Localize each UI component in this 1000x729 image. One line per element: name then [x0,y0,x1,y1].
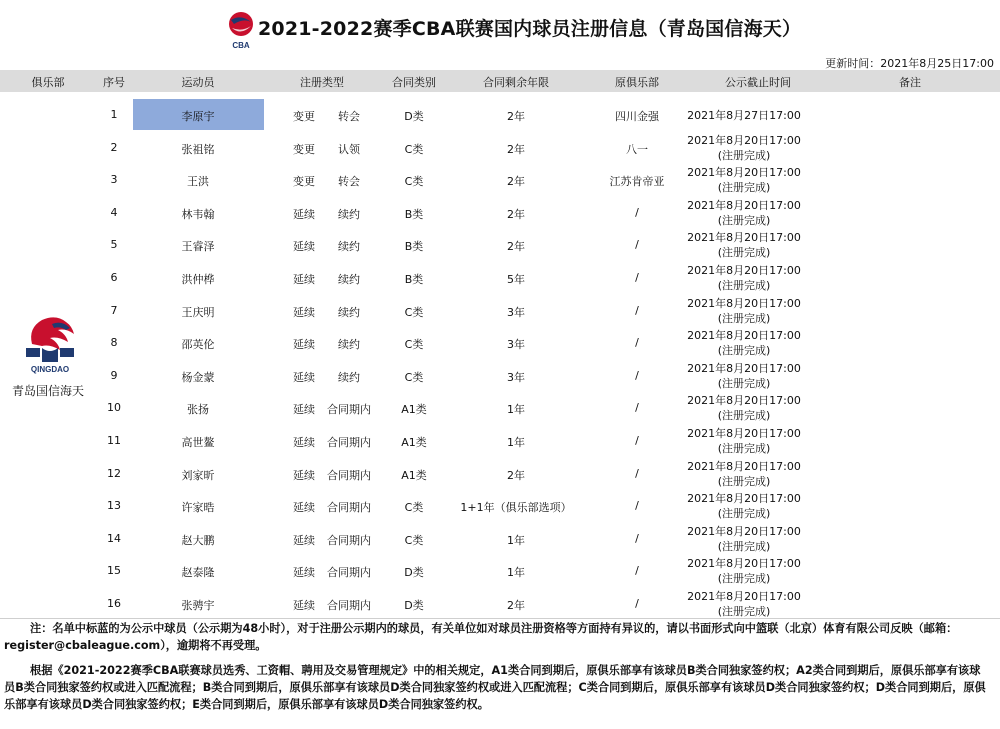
table-row [0,164,1000,196]
deadline-time: 2021年8月20日17:00 [687,557,801,571]
deadline-status: (注册完成) [717,507,771,521]
cell-contract: C类 [404,305,424,319]
cell-orig-club: / [635,564,639,578]
cell-reg-subtype: 续约 [338,207,360,221]
cell-player: 林韦翰 [181,207,215,221]
cell-player: 高世鳌 [181,436,215,449]
cell-contract: B类 [404,240,424,254]
cell-years: 3年 [507,305,525,319]
col-no: 序号 [103,76,125,89]
cell-reg-type: 延续 [293,468,315,482]
cell-player: 王庆明 [181,305,215,319]
table-row [0,360,1000,392]
cell-reg-subtype: 转会 [338,110,360,123]
cell-years: 3年 [507,338,525,352]
cell-reg-type: 延续 [293,207,315,221]
cell-reg-type: 延续 [293,501,315,515]
cell-player: 邵英伦 [181,338,215,352]
cell-contract: C类 [404,370,424,384]
cell-player: 王洪 [187,175,209,189]
cell-years: 1年 [507,436,525,449]
cell-deadline [687,108,801,123]
cell-player: 赵泰隆 [181,566,215,580]
deadline-status: (注册完成) [717,344,771,358]
cba-logo-icon [226,10,256,50]
deadline-time: 2021年8月20日17:00 [687,264,801,277]
cell-contract: C类 [404,338,424,352]
cell-reg-subtype: 续约 [338,370,360,384]
cell-reg-type: 延续 [293,273,315,286]
col-years: 合同剩余年限 [483,76,549,89]
cell-deadline [687,589,801,619]
cell-no: 16 [107,597,121,610]
cell-years: 3年 [507,370,525,384]
cell-reg-type: 延续 [293,370,315,384]
cell-contract: D类 [404,110,424,123]
deadline-status: (注册完成) [717,474,771,488]
cell-years: 1年 [507,533,525,547]
cell-no: 10 [107,401,121,415]
cell-reg-type: 延续 [293,403,315,417]
cell-years: 2年 [507,468,525,482]
cell-player: 张扬 [187,403,209,417]
table-row [0,132,1000,164]
deadline-time: 2021年8月20日17:00 [687,166,801,180]
cell-years: 2年 [507,142,525,156]
table-row [0,555,1000,587]
deadline-status: (注册完成) [717,376,771,390]
table-row [0,490,1000,522]
deadline-status: (注册完成) [717,279,771,292]
cell-orig-club: 八一 [626,142,648,156]
cell-player: 刘家昕 [181,468,215,482]
cell-player: 赵大鹏 [181,533,215,547]
cell-contract: C类 [404,142,424,156]
deadline-time: 2021年8月27日17:00 [687,109,801,122]
col-deadline: 公示截止时间 [725,76,791,89]
cell-reg-subtype: 续约 [338,305,360,319]
cell-reg-subtype: 合同期内 [327,501,371,515]
cell-no: 2 [110,140,118,154]
divider [0,618,1000,619]
cell-orig-club: / [635,434,639,447]
svg-text:CBA: CBA [232,41,250,50]
cell-years: 2年 [507,599,525,612]
deadline-status: (注册完成) [717,605,771,618]
cell-years: 5年 [507,273,525,286]
cell-no: 11 [107,434,121,447]
cell-deadline [687,491,801,521]
col-reg-type: 注册类型 [300,76,344,89]
cell-reg-type: 变更 [293,142,315,156]
cell-player: 王睿泽 [181,240,215,254]
cell-orig-club: 江苏肯帝亚 [609,175,665,189]
cell-years: 1+1年（俱乐部选项） [460,501,572,515]
cell-player: 许家晧 [181,501,215,515]
cell-years: 1年 [507,403,525,417]
deadline-time: 2021年8月20日17:00 [687,133,801,147]
cell-deadline [687,230,801,260]
deadline-time: 2021年8月20日17:00 [687,459,801,473]
cell-reg-subtype: 续约 [338,240,360,254]
cell-orig-club: / [635,597,639,610]
cell-contract: C类 [404,175,424,189]
table-row [0,588,1000,620]
cell-reg-type: 延续 [293,436,315,449]
cell-no: 13 [107,499,121,513]
cell-reg-type: 变更 [293,110,315,123]
title-row [0,8,1000,50]
cell-reg-subtype: 合同期内 [327,436,371,449]
cell-deadline [687,426,801,456]
deadline-time: 2021年8月20日17:00 [687,492,801,506]
cell-no: 3 [110,173,118,187]
cell-years: 2年 [507,240,525,254]
deadline-status: (注册完成) [717,539,771,553]
deadline-time: 2021年8月20日17:00 [687,394,801,408]
cell-reg-type: 延续 [293,566,315,580]
col-orig-club: 原俱乐部 [615,76,659,89]
cell-deadline [687,459,801,489]
deadline-time: 2021年8月20日17:00 [687,361,801,375]
cell-contract: C类 [404,501,424,515]
cell-reg-subtype: 认领 [338,142,360,156]
cell-years: 2年 [507,175,525,189]
cell-reg-type: 延续 [293,338,315,352]
cell-reg-subtype: 续约 [338,273,360,286]
cell-orig-club: / [635,238,639,252]
deadline-status: (注册完成) [717,442,771,455]
deadline-status: (注册完成) [717,181,771,195]
cell-deadline [687,165,801,195]
club-name: 青岛国信海天 [11,384,84,398]
cell-contract: D类 [404,566,424,580]
cell-orig-club: / [635,531,639,545]
table-row [0,229,1000,261]
cell-no: 14 [107,531,121,545]
cell-reg-type: 延续 [293,533,315,547]
col-player: 运动员 [181,76,215,89]
cell-no: 12 [107,466,121,480]
cell-deadline [687,524,801,554]
cell-no: 15 [107,564,121,578]
cell-orig-club: / [635,401,639,415]
cell-contract: B类 [404,273,424,286]
cell-no: 1 [110,108,118,121]
cell-player: 李原宇 [181,110,215,123]
cell-orig-club: / [635,368,639,382]
cell-player: 张祖铭 [181,142,215,156]
deadline-time: 2021年8月20日17:00 [687,427,801,440]
table-row [0,99,1000,131]
cell-reg-subtype: 转会 [338,175,360,189]
table-row [0,523,1000,555]
page-title: 2021-2022赛季CBA联赛国内球员注册信息（青岛国信海天） [258,18,802,40]
cell-no: 5 [110,238,118,252]
table-row [0,262,1000,294]
deadline-time: 2021年8月20日17:00 [687,198,801,212]
cell-deadline [687,263,801,293]
deadline-status: (注册完成) [717,572,771,586]
deadline-time: 2021年8月20日17:00 [687,329,801,343]
cell-reg-type: 延续 [293,599,315,612]
cell-contract: A1类 [401,403,427,417]
cell-years: 1年 [507,566,525,580]
cell-deadline [687,296,801,326]
cell-deadline [687,198,801,228]
deadline-time: 2021年8月20日17:00 [687,231,801,245]
cell-deadline [687,393,801,423]
table-row [0,295,1000,327]
cell-orig-club: / [635,271,639,284]
deadline-time: 2021年8月20日17:00 [687,296,801,310]
deadline-time: 2021年8月20日17:00 [687,524,801,538]
table-row [0,392,1000,424]
cell-reg-type: 变更 [293,175,315,189]
cell-no: 9 [110,368,118,382]
cell-reg-subtype: 合同期内 [327,566,371,580]
cell-contract: A1类 [401,436,427,449]
svg-text:QINGDAO: QINGDAO [30,365,70,374]
table-row [0,327,1000,359]
cell-years: 2年 [507,207,525,221]
cell-player: 张骋宇 [181,599,215,612]
cell-no: 8 [110,336,118,350]
cell-reg-subtype: 合同期内 [327,599,371,612]
cell-contract: C类 [404,533,424,547]
cell-deadline [687,328,801,358]
notes [0,620,1000,713]
note-publicity: 注：名单中标蓝的为公示中球员（公示期为48小时），对于注册公示期内的球员，有关单位如对球员注册资格等方面持有异议的，请以书面形式向中篮联（北京）体育有限公司反映（邮箱：register@cbaleague.com），逾期将不再受理。 [4,622,958,652]
table-row [0,458,1000,490]
cell-reg-subtype: 合同期内 [327,468,371,482]
deadline-status: (注册完成) [717,246,771,260]
cell-contract: A1类 [401,468,427,482]
cell-no: 6 [110,271,118,284]
cell-reg-type: 延续 [293,305,315,319]
cell-deadline [687,361,801,391]
col-remark: 备注 [899,76,921,89]
cell-deadline [687,556,801,586]
table-row [0,425,1000,457]
table-row [0,197,1000,229]
deadline-status: (注册完成) [717,148,771,162]
cell-reg-subtype: 续约 [338,338,360,352]
cell-contract: D类 [404,599,424,612]
table-header [0,70,1000,92]
cell-reg-subtype: 合同期内 [327,533,371,547]
note-contract-rules: 根据《2021-2022赛季CBA联赛球员选秀、工资帽、聘用及交易管理规定》中的相关规定，A1类合同到期后，原俱乐部享有该球员B类合同独家签约权；A2类合同到期后，原俱乐部享有该球员B类合同独家签约权或进入匹配流程；B类合同到期后，原俱乐部享有该球员D类合同独家签约权或进入匹配流程；C类合同到期后，原俱乐部享有该球员D类合同独家签约权；D类合同到期后，原俱乐部享有该球员D类合同独家签约权；E类合同到期后，原俱乐部享有该球员D类合同独家签约权。 [4,664,986,711]
cell-reg-type: 延续 [293,240,315,254]
cell-contract: B类 [404,207,424,221]
deadline-time: 2021年8月20日17:00 [687,590,801,603]
cell-orig-club: / [635,499,639,513]
cell-orig-club: / [635,336,639,350]
cell-player: 洪仲桦 [181,273,215,286]
cell-player: 杨金蒙 [181,370,215,384]
deadline-status: (注册完成) [717,311,771,325]
cell-orig-club: / [635,303,639,317]
cell-no: 7 [110,303,118,317]
deadline-status: (注册完成) [717,409,771,423]
cell-orig-club: / [635,466,639,480]
col-club: 俱乐部 [31,76,65,89]
cell-deadline [687,133,801,163]
col-contract: 合同类别 [392,76,436,89]
cell-no: 4 [110,205,118,219]
cell-reg-subtype: 合同期内 [327,403,371,417]
update-time: 更新时间：2021年8月25日17:00 [825,57,994,70]
cell-years: 2年 [507,110,525,123]
deadline-status: (注册完成) [717,213,771,227]
cell-orig-club: 四川金强 [615,110,659,123]
cell-orig-club: / [635,205,639,219]
